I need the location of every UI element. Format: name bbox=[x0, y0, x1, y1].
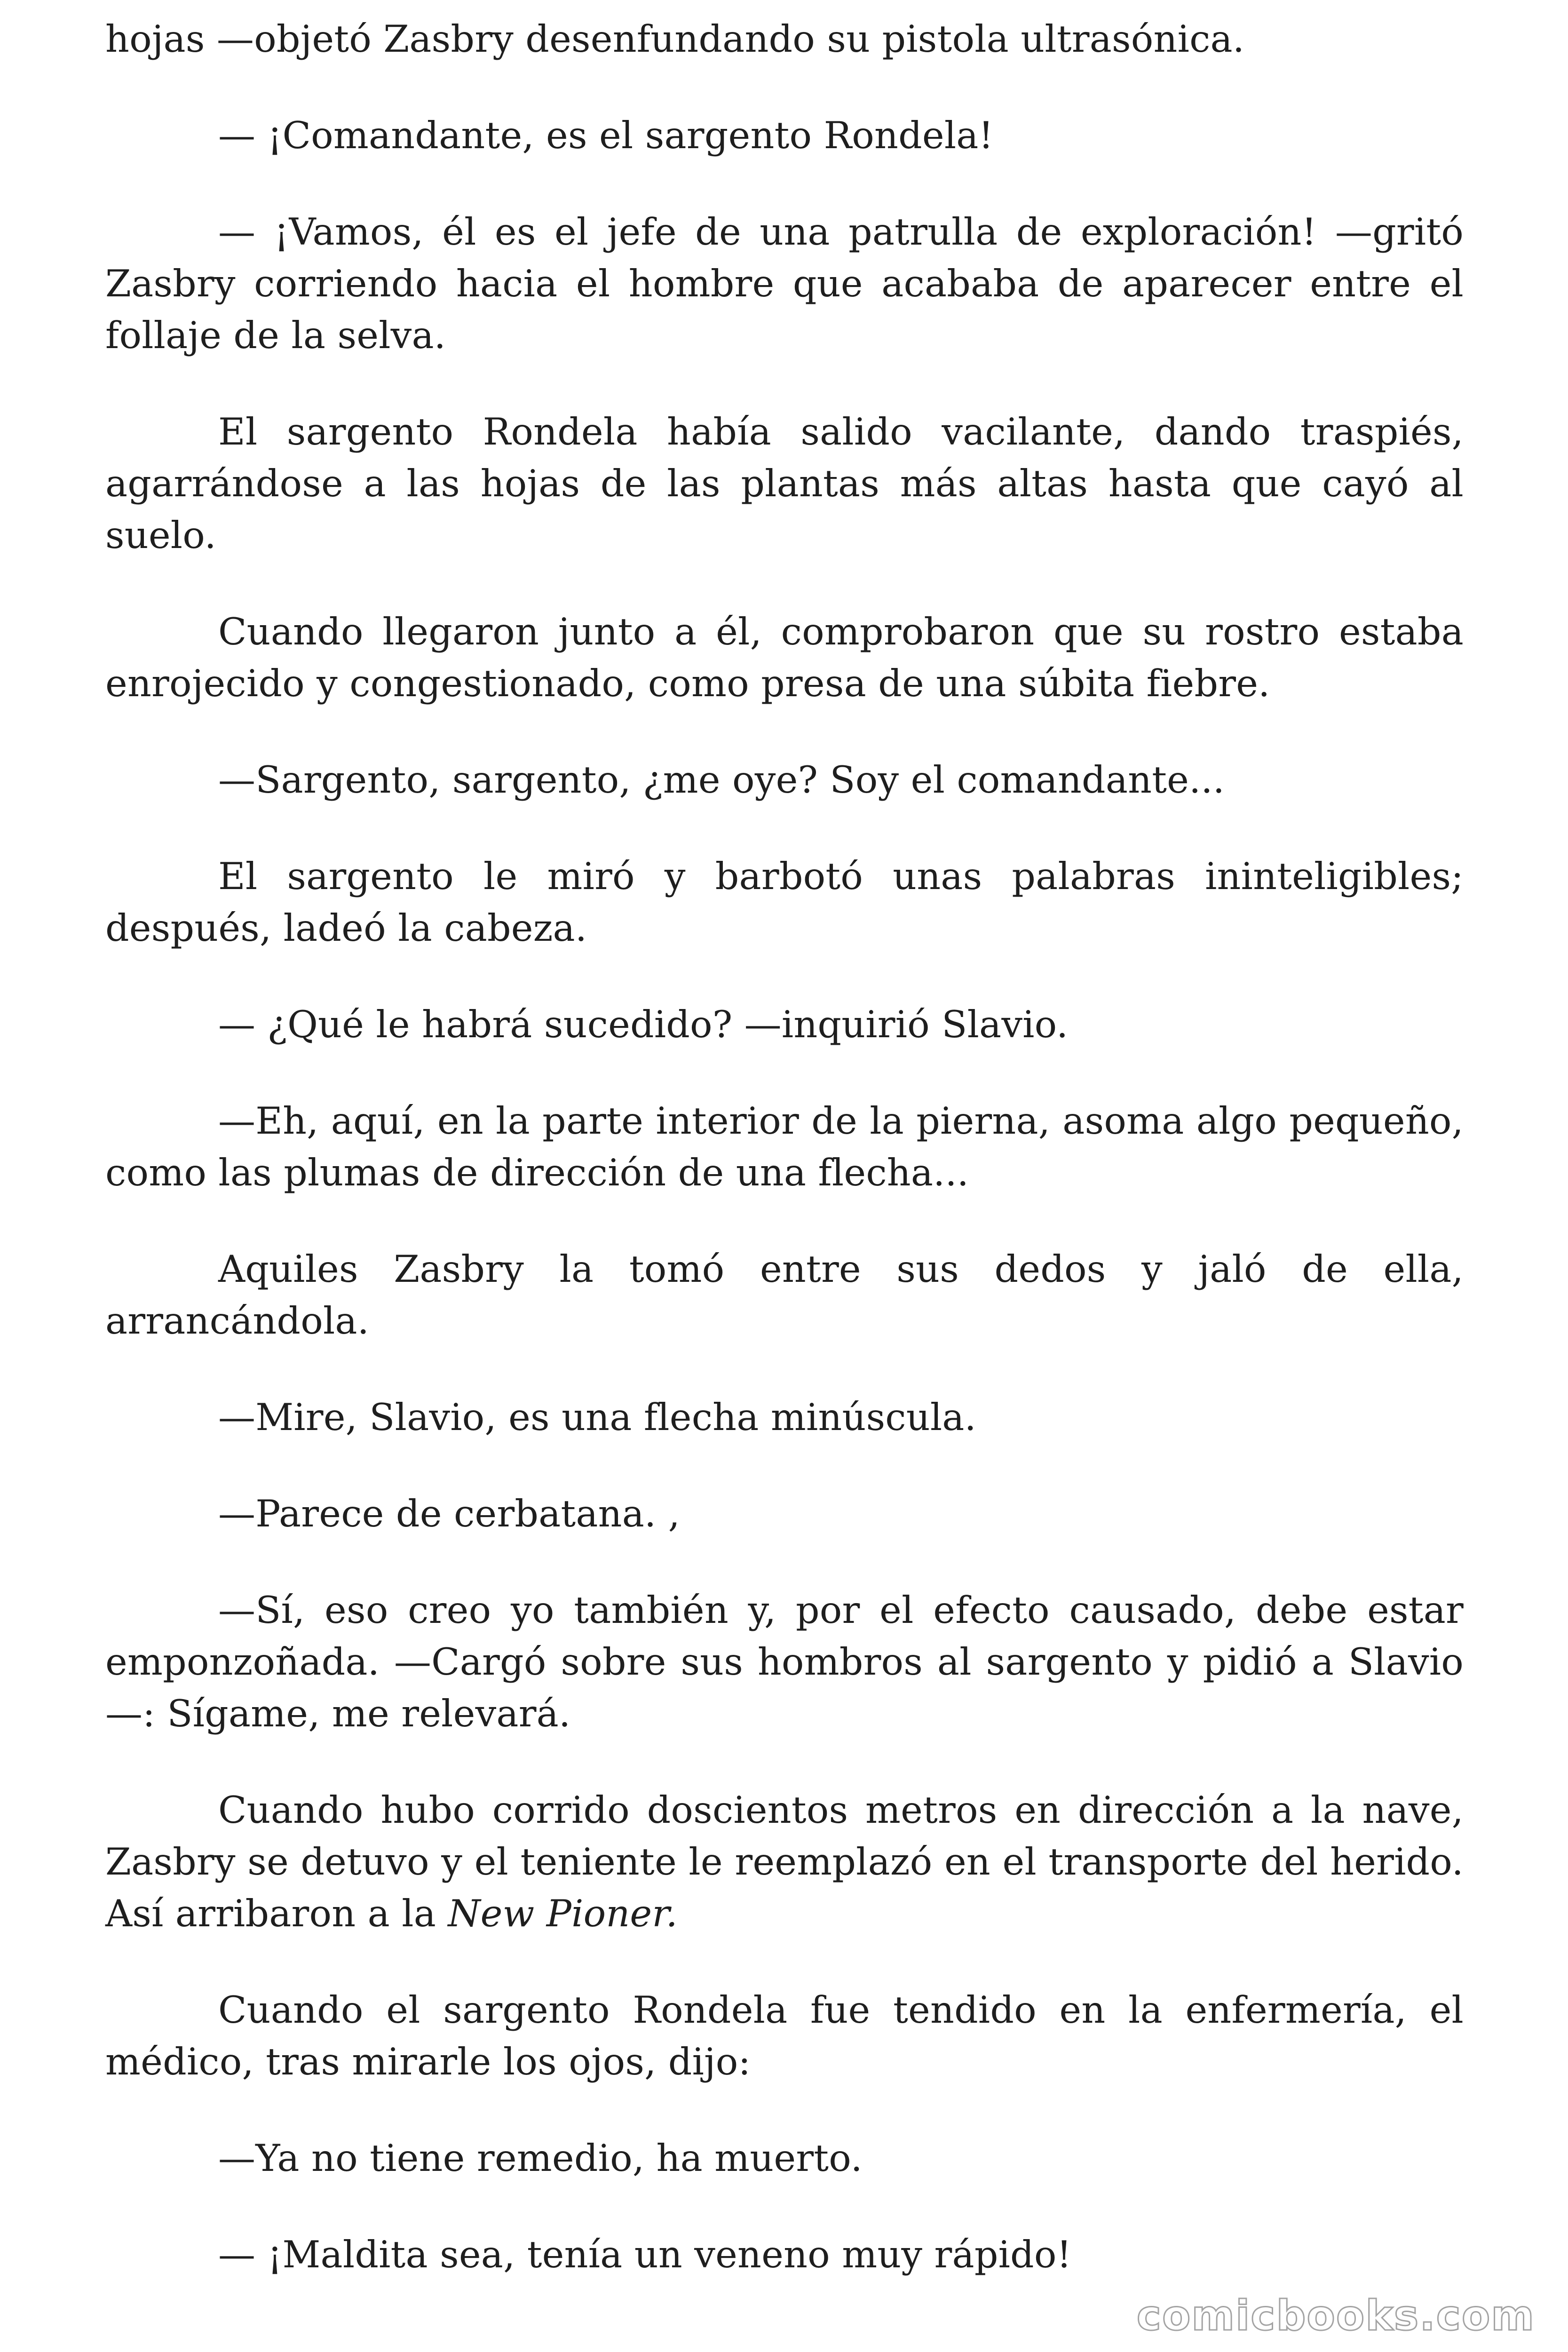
watermark: comicbooks.com bbox=[1136, 2291, 1535, 2340]
paragraph-1: hojas —objetó Zasbry desenfundando su pistola ultrasónica. bbox=[105, 17, 1245, 61]
text-column bbox=[105, 13, 1464, 2325]
paragraph-16: —Ya no tiene remedio, ha muerto. bbox=[218, 2137, 863, 2180]
paragraph-2: — ¡Comandante, es el sargento Rondela! bbox=[218, 114, 994, 157]
paragraph-3: — ¡Vamos, él es el jefe de una patrulla de exploración! —gritó Zasbry corriendo hacia el hombre que acababa de aparecer entre el follaje de la selva. bbox=[105, 210, 1464, 357]
paragraph-4: El sargento Rondela había salido vacilante, dando traspiés, agarrándose a las hojas de las plantas más altas hasta que cayó al suelo. bbox=[105, 410, 1464, 557]
paragraph-11: —Mire, Slavio, es una flecha minúscula. bbox=[218, 1396, 976, 1439]
paragraph-7: El sargento le miró y barbotó unas palabras ininteligibles; después, ladeó la cabeza. bbox=[105, 855, 1464, 950]
paragraph-10: Aquiles Zasbry la tomó entre sus dedos y jaló de ella, arrancándola. bbox=[105, 1248, 1464, 1343]
paragraph-17: — ¡Maldita sea, tenía un veneno muy rápido! bbox=[218, 2233, 1072, 2276]
paragraph-14-text: Cuando hubo corrido doscientos metros en dirección a la nave, Zasbry se detuvo y el teniente le reemplazó en el transporte del herido. Así arribaron a la bbox=[105, 1788, 1464, 1935]
paragraph-8: — ¿Qué le habrá sucedido? —inquirió Slavio. bbox=[218, 1003, 1069, 1046]
ship-name: New Pioner. bbox=[448, 1892, 678, 1935]
paragraph-15: Cuando el sargento Rondela fue tendido en la enfermería, el médico, tras mirarle los ojos, dijo: bbox=[105, 1988, 1464, 2083]
paragraph-6: —Sargento, sargento, ¿me oye? Soy el comandante... bbox=[218, 758, 1225, 802]
paragraph-5: Cuando llegaron junto a él, comprobaron que su rostro estaba enrojecido y congestionado, como presa de una súbita fiebre. bbox=[105, 610, 1464, 705]
paragraph-14 bbox=[105, 1784, 1464, 1939]
paragraph-12: —Parece de cerbatana. , bbox=[218, 1492, 680, 1535]
paragraph-9: —Eh, aquí, en la parte interior de la pierna, asoma algo pequeño, como las plumas de dirección de una flecha... bbox=[105, 1099, 1464, 1194]
paragraph-13: —Sí, eso creo yo también y, por el efecto causado, debe estar emponzoñada. —Cargó sobre sus hombros al sargento y pidió a Slavio —: Sígame, me relevará. bbox=[105, 1589, 1464, 1735]
